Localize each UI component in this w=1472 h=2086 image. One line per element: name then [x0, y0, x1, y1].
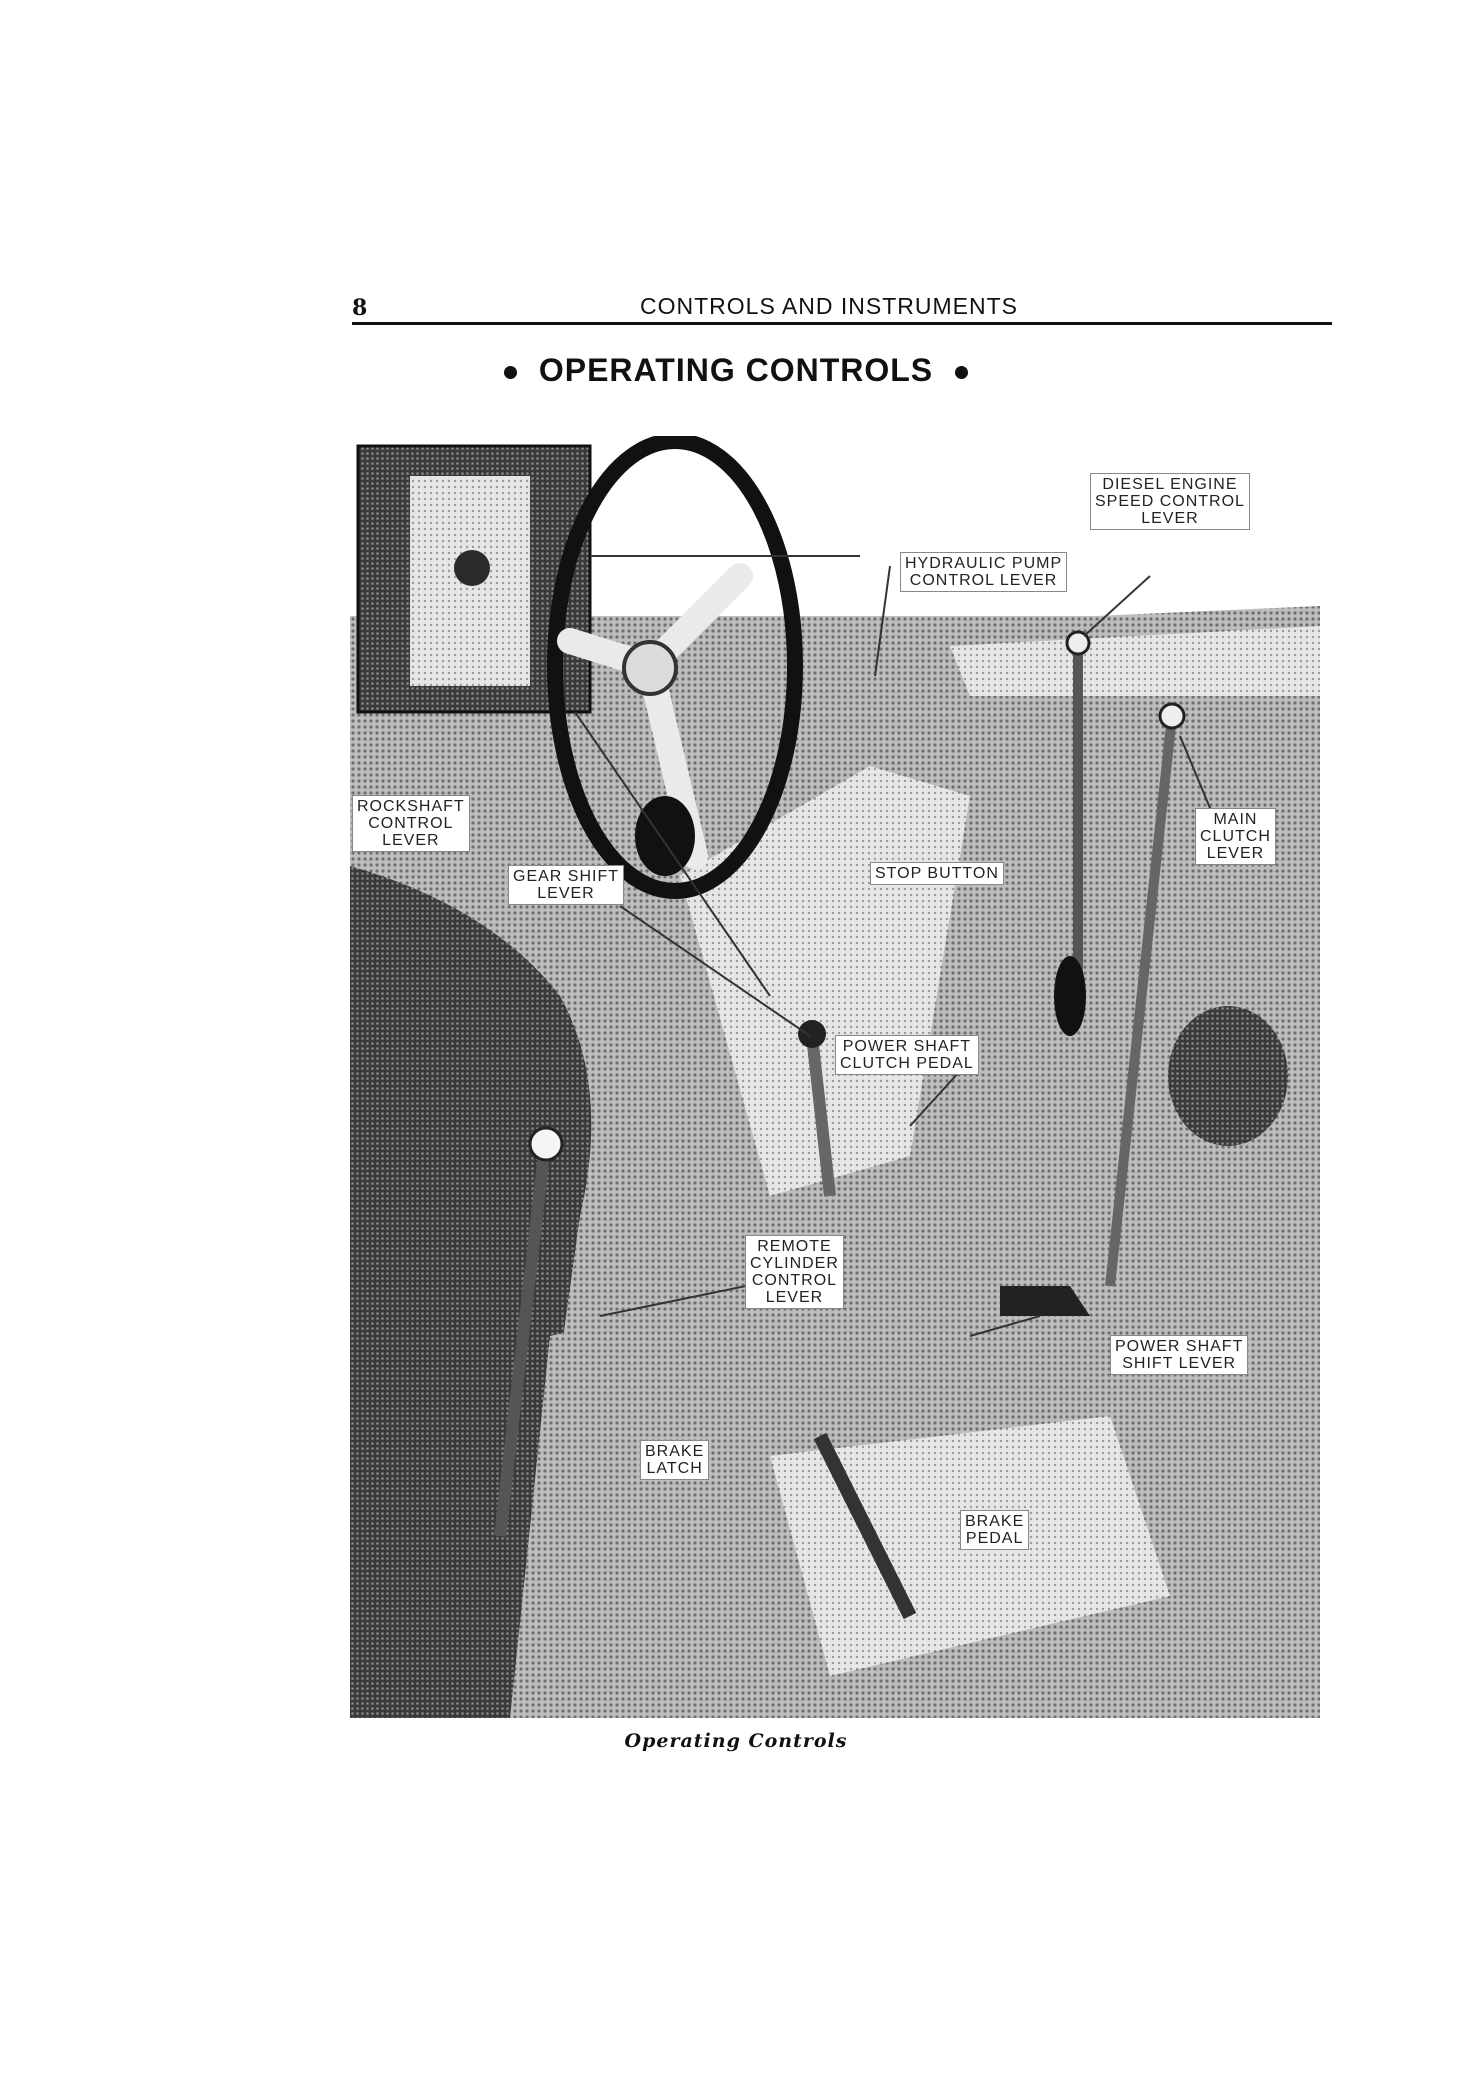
air-cleaner [1168, 1006, 1288, 1146]
section-title-text: OPERATING CONTROLS [538, 352, 934, 388]
figure-caption: Operating Controls [624, 1730, 848, 1752]
label-rockshaft-control-lever: ROCKSHAFT CONTROL LEVER [352, 795, 470, 852]
operating-controls-photo [350, 436, 1320, 1718]
label-power-shaft-shift-lever: POWER SHAFT SHIFT LEVER [1110, 1335, 1248, 1375]
bullet-icon [955, 366, 968, 379]
inset-lever-knob [454, 550, 490, 586]
bullet-icon [504, 366, 517, 379]
label-brake-latch: BRAKE LATCH [640, 1440, 709, 1480]
header-rule [352, 322, 1332, 325]
steering-wheel-hub [624, 642, 676, 694]
label-hydraulic-pump-control-lever: HYDRAULIC PUMP CONTROL LEVER [900, 552, 1067, 592]
running-head: CONTROLS AND INSTRUMENTS [640, 293, 1018, 319]
label-brake-pedal: BRAKE PEDAL [960, 1510, 1029, 1550]
label-main-clutch-lever: MAIN CLUTCH LEVER [1195, 808, 1276, 865]
page-number: 8 [352, 295, 368, 321]
speed-lever-base [1054, 956, 1086, 1036]
label-remote-cylinder-control-lever: REMOTE CYLINDER CONTROL LEVER [745, 1235, 844, 1309]
steering-column-shadow [635, 796, 695, 876]
section-title [0, 352, 1472, 389]
label-power-shaft-clutch-pedal: POWER SHAFT CLUTCH PEDAL [835, 1035, 979, 1075]
label-stop-button: STOP BUTTON [870, 862, 1004, 885]
label-gear-shift-lever: GEAR SHIFT LEVER [508, 865, 624, 905]
label-diesel-engine-speed-control-lever: DIESEL ENGINE SPEED CONTROL LEVER [1090, 473, 1250, 530]
